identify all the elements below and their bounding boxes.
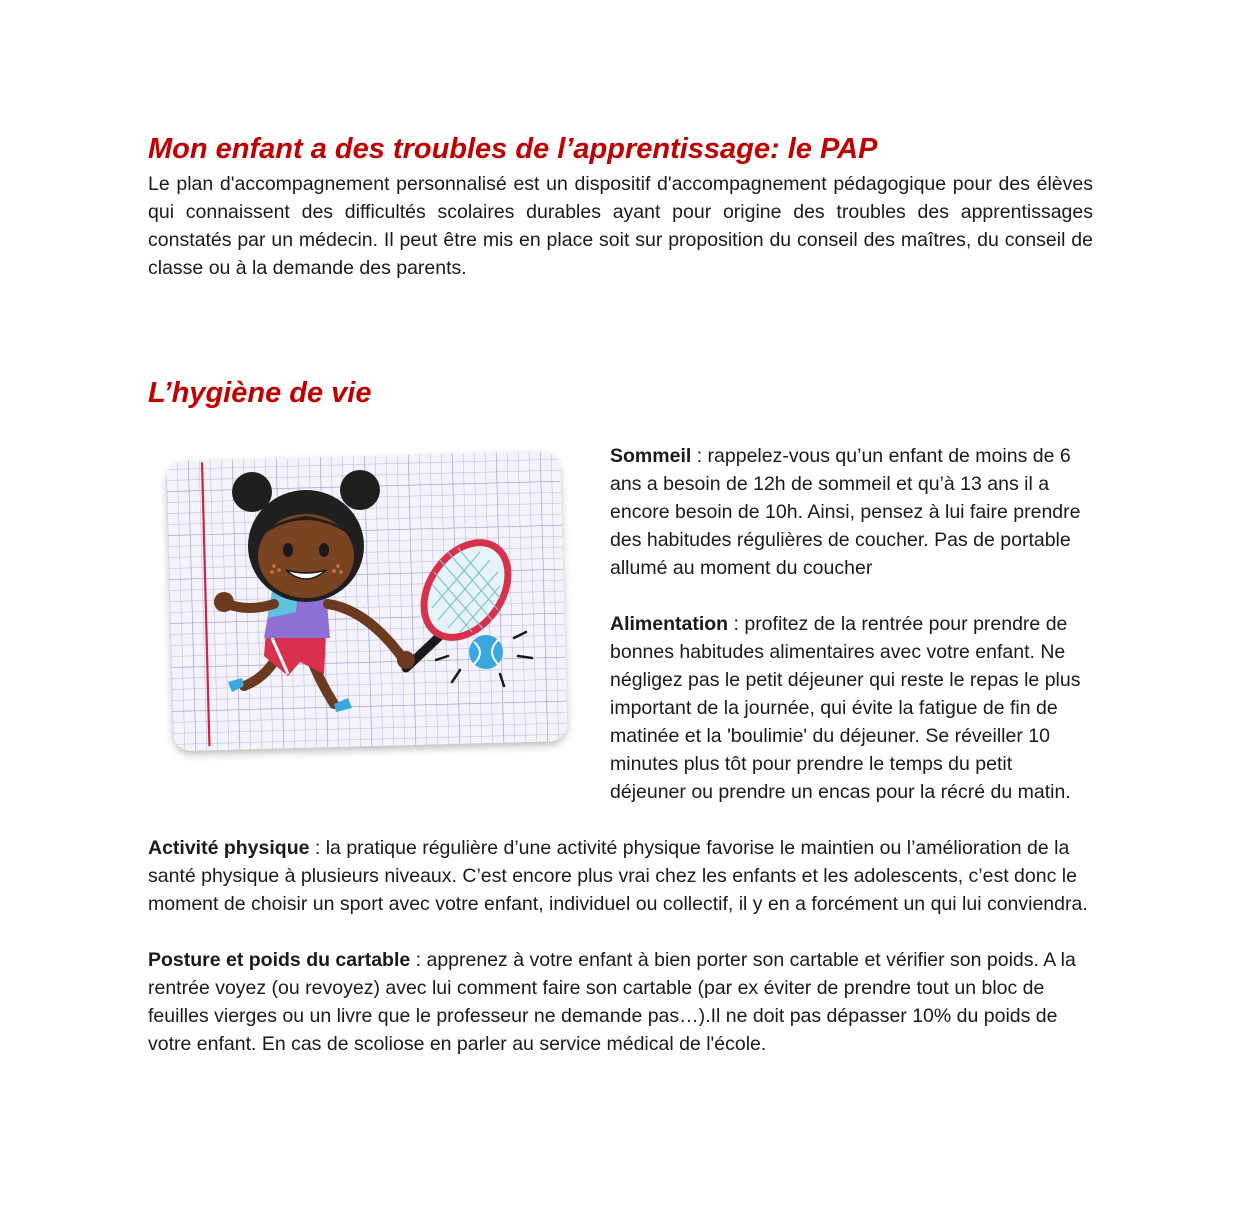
activite-text: : la pratique régulière d’une activité physique favorise le maintien ou l’amélioration de la santé physique à plusieurs niveaux. C’est encore plus vrai chez les enfants et les adolescents, c’est donc le moment de choisir un sport avec votre enfant, individuel ou collectif, il y en a forcément un qui lui conviendra. [148,837,1088,915]
girl-with-tennis-racket-illustration [148,442,588,782]
posture-text: : apprenez à votre enfant à bien porter son cartable et vérifier son poids. A la rentrée voyez (ou revoyez) avec lui comment faire son cartable (par ex éviter de prendre tout un bloc de feuilles vierges ou un livre que le professeur ne demande pas…).Il ne doit pas dépasser 10% du poids de votre enfant. En cas de scoliose en parler au service médical de l'école. [148,949,1076,1055]
posture-paragraph [148,946,1093,1058]
hygiene-heading: L’hygiène de vie [148,377,372,409]
sommeil-text: : rappelez-vous qu’un enfant de moins de 6 ans a besoin de 12h de sommeil et qu’à 13 ans il a encore besoin de 10h. Ainsi, pensez à lui faire prendre des habitudes régulières de coucher. Pas de portable allumé au moment du coucher [610,445,1081,579]
hygiene-section [148,442,1093,1058]
posture-label: Posture et poids du cartable [148,949,411,971]
activite-paragraph [148,834,1093,918]
pap-heading: Mon enfant a des troubles de l’apprentissage: le PAP [148,133,878,165]
pap-paragraph: Le plan d'accompagnement personnalisé est un dispositif d'accompagnement pédagogique pour des élèves qui connaissent des difficultés scolaires durables ayant pour origine des troubles des apprentissages constatés par un médecin. Il peut être mis en place soit sur proposition du conseil des maîtres, du conseil de classe ou à la demande des parents. [148,173,1093,279]
alimentation-text: : profitez de la rentrée pour prendre de bonnes habitudes alimentaires avec votre enfant. Ne négligez pas le petit déjeuner qui reste le repas le plus important de la journée, qui évite la fatigue de fin de matinée et la 'boulimie' du déjeuner. Se réveiller 10 minutes plus tôt pour prendre le temps du petit déjeuner ou prendre un encas pour la récré du matin. [610,613,1081,803]
section-spacer [148,282,1093,372]
illustration-svg [148,442,588,782]
alimentation-label: Alimentation [610,613,729,635]
activite-label: Activité physique [148,837,310,859]
sommeil-label: Sommeil [610,445,692,467]
document-content [148,128,1093,1058]
